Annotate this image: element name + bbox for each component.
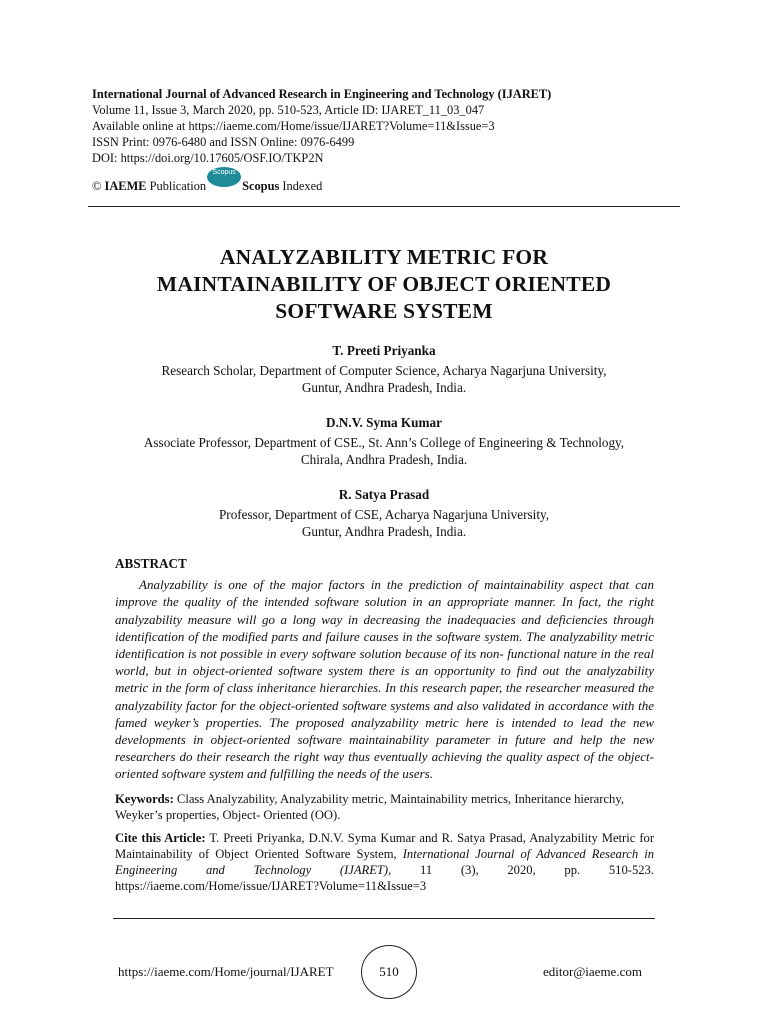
issn-line: ISSN Print: 0976-6480 and ISSN Online: 0976-6499 <box>92 135 355 149</box>
cite-journal: International Journal of Advanced Research in Engineering and Technology (IJARET) <box>115 846 654 878</box>
affiliation-line: Professor, Department of CSE, Acharya Nagarjuna University, <box>218 507 550 522</box>
title-line: MAINTAINABILITY OF OBJECT ORIENTED <box>156 272 612 296</box>
keywords-label: Keywords: <box>115 791 174 806</box>
title-line: ANALYZABILITY METRIC FOR <box>219 245 549 269</box>
affiliation-line: Guntur, Andhra Pradesh, India. <box>301 524 467 539</box>
footer-divider <box>113 918 655 919</box>
citation <box>115 830 654 895</box>
journal-header <box>92 86 682 194</box>
affiliation-line: Chirala, Andhra Pradesh, India. <box>300 452 468 467</box>
volume-line: Volume 11, Issue 3, March 2020, pp. 510-523, Article ID: IJARET_11_03_047 <box>92 103 485 117</box>
cite-text: T. Preeti Priyanka, D.N.V. Syma Kumar and R. Satya Prasad, Analyzability Metric for Maintainability of Object Oriented Software System, <box>115 830 655 861</box>
author-name: T. Preeti Priyanka <box>332 343 436 358</box>
affiliation-line: Associate Professor, Department of CSE., St. Ann’s College of Engineering & Technology, <box>143 435 625 450</box>
author-name: D.N.V. Syma Kumar <box>326 415 442 430</box>
abstract-heading: ABSTRACT <box>115 556 187 571</box>
publication-label: Publication <box>149 179 207 193</box>
author-affiliation <box>92 434 676 468</box>
abstract-section <box>115 555 654 894</box>
keywords-text: Class Analyzability, Analyzability metric, Maintainability metrics, Inheritance hierarchy, Weyker’s properties, Object- Oriented (OO). <box>115 791 624 823</box>
header-divider <box>88 206 680 207</box>
copyright-symbol: © <box>92 179 102 193</box>
publication-line <box>92 169 682 194</box>
cite-volume: , 11 (3), 2020, pp. 510-523. <box>388 863 654 878</box>
author-block <box>92 342 676 558</box>
editor-email-link[interactable]: editor@iaeme.com <box>543 964 642 979</box>
journal-url-link[interactable]: https://iaeme.com/Home/journal/IJARET <box>118 964 334 979</box>
publisher-name: IAEME <box>104 179 147 193</box>
paper-title <box>92 244 676 325</box>
keywords <box>115 791 654 824</box>
available-online-line[interactable]: Available online at https://iaeme.com/Home/issue/IJARET?Volume=11&Issue=3 <box>92 119 495 133</box>
author-affiliation <box>92 506 676 540</box>
indexed-label: Indexed <box>282 179 323 193</box>
affiliation-line: Research Scholar, Department of Computer Science, Acharya Nagarjuna University, <box>161 363 607 378</box>
doi-line[interactable]: DOI: https://doi.org/10.17605/OSF.IO/TKP2N <box>92 151 324 165</box>
abstract-body: Analyzability is one of the major factors in the prediction of maintainability aspect that can improve the quality of the intended software solution in an appropriate manner. In fact, the right analyzability measure will go a long way in decreasing the inadequacies and deficiencies through identification of the modified parts and failure causes in the software system. The analyzability metric identification is not possible in every software solution because of its non- functional nature in the real world, but in object-oriented software system there is an opportunity to find out the analyzability metric in the form of class inheritance hierarchies. In this research paper, the researcher measured the analyzability factor for the object-oriented software systems and also validated in accordance with the famed weyker’s properties. The proposed analyzability metric here is intended to lead the new developments in object-oriented software maintainability parameter in future and help the new researchers do their research the right way thus eventually achieving the quality aspect of the object-oriented software system and fulfilling the needs of the users. <box>115 577 654 782</box>
author-name: R. Satya Prasad <box>338 487 430 502</box>
page-footer <box>0 945 768 997</box>
scopus-label: Scopus <box>242 179 280 193</box>
author-affiliation <box>92 362 676 396</box>
journal-title: International Journal of Advanced Research in Engineering and Technology (IJARET) <box>92 87 552 101</box>
cite-label: Cite this Article: <box>115 830 206 845</box>
scopus-logo-icon: Scopus <box>207 167 241 187</box>
cite-url[interactable]: https://iaeme.com/Home/issue/IJARET?Volume=11&Issue=3 <box>115 879 427 894</box>
affiliation-line: Guntur, Andhra Pradesh, India. <box>301 380 467 395</box>
title-line: SOFTWARE SYSTEM <box>275 299 493 323</box>
page-number: 510 <box>361 945 417 999</box>
